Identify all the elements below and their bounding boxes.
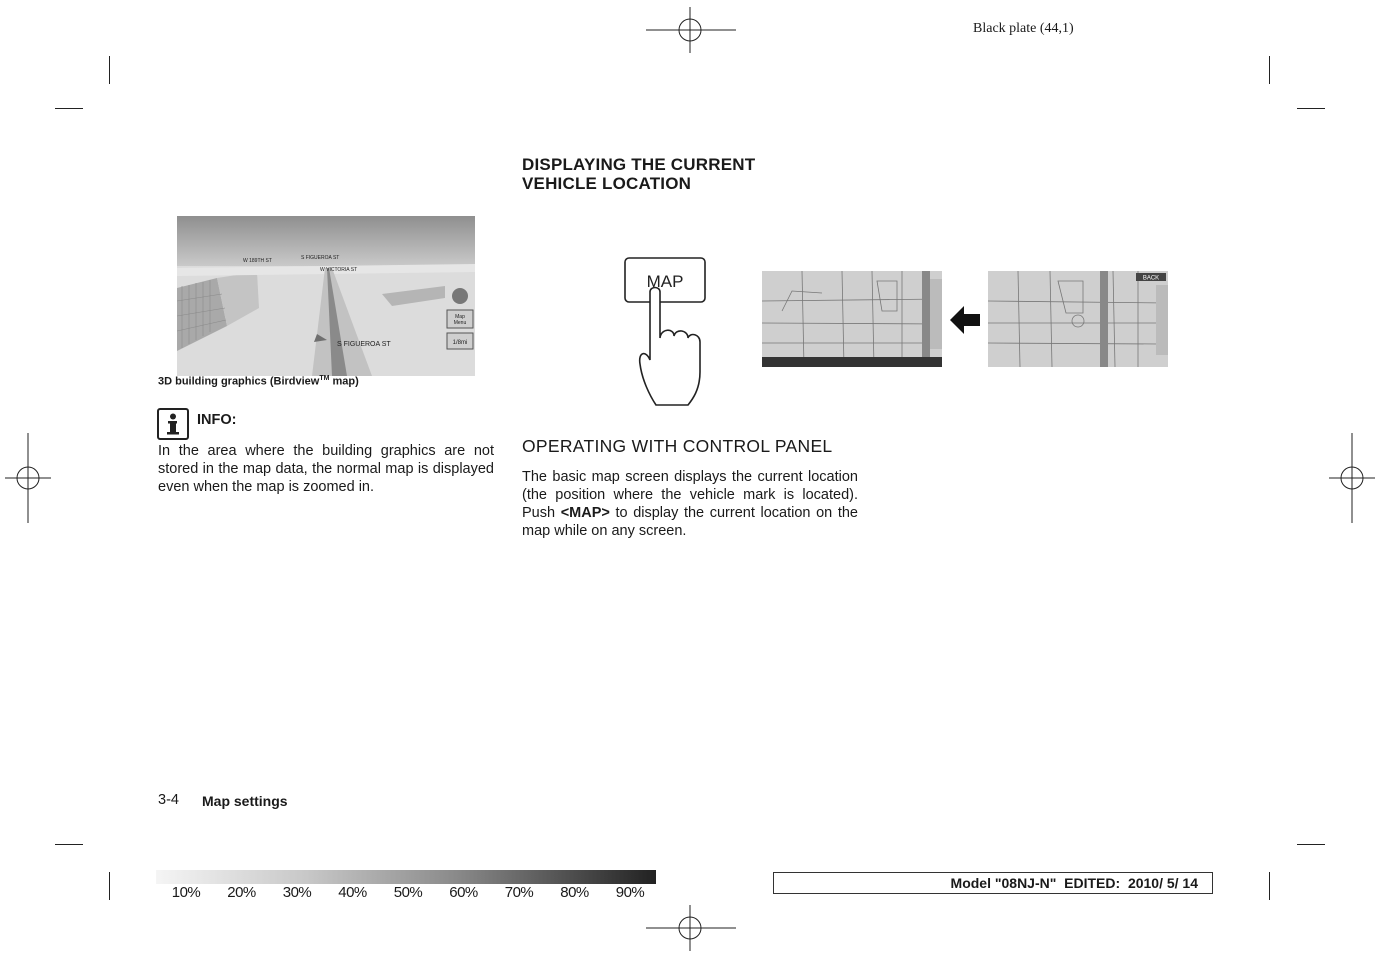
gray-scale-label: 10% bbox=[171, 884, 201, 901]
gray-scale-label: 80% bbox=[560, 884, 589, 901]
gray-scale-label: 60% bbox=[449, 884, 478, 901]
crop-mark bbox=[109, 56, 110, 84]
crop-mark bbox=[1297, 108, 1325, 109]
gray-scale-label: 70% bbox=[504, 884, 534, 901]
map-menu-label: Menu bbox=[453, 320, 467, 326]
crop-mark bbox=[1269, 56, 1270, 84]
section-body: The basic map screen displays the current location (the position where the vehicle mark is located). Push <MAP> to display the current location on the map while on any screen. bbox=[522, 469, 858, 539]
model-info-box bbox=[773, 872, 1213, 894]
registration-mark-bottom bbox=[646, 905, 736, 951]
gray-scale-label: 90% bbox=[615, 884, 645, 901]
section-title-line: DISPLAYING THE CURRENT bbox=[522, 155, 756, 174]
gray-scale-label: 30% bbox=[282, 884, 312, 901]
birdview-map-image bbox=[177, 216, 475, 376]
plate-label: Black plate (44,1) bbox=[973, 21, 1074, 36]
gray-scale-labels bbox=[156, 884, 656, 904]
crop-mark bbox=[1297, 844, 1325, 845]
gray-scale-label: 50% bbox=[393, 884, 423, 901]
street-label: W VICTORIA ST bbox=[320, 267, 358, 273]
street-label: S FIGUEROA ST bbox=[301, 255, 340, 261]
map-button-label: MAP bbox=[646, 272, 684, 291]
model-info-text: Model "08NJ-N" EDITED: 2010/ 5/ 14 bbox=[950, 875, 1198, 891]
left-arrow-icon bbox=[948, 303, 982, 337]
hand-icon bbox=[640, 288, 700, 406]
back-label: BACK bbox=[1142, 275, 1160, 282]
registration-mark-top bbox=[646, 7, 736, 53]
crop-mark bbox=[109, 872, 110, 900]
crop-mark bbox=[55, 844, 83, 845]
street-label: W 189TH ST bbox=[243, 258, 272, 264]
street-label: S FIGUEROA ST bbox=[337, 341, 391, 348]
map-button-illustration bbox=[598, 250, 738, 415]
section-title bbox=[522, 155, 755, 193]
crop-mark bbox=[55, 108, 83, 109]
map-screen-image bbox=[762, 271, 942, 367]
section-title-line: VEHICLE LOCATION bbox=[522, 174, 692, 193]
registration-mark-right bbox=[1329, 433, 1375, 523]
gray-scale-label: 40% bbox=[338, 884, 367, 901]
figure-caption: 3D building graphics (Birdview™ map) bbox=[158, 375, 359, 388]
registration-mark-left bbox=[5, 433, 51, 523]
scale-label: 1/8mi bbox=[452, 340, 468, 346]
map-screen-image bbox=[988, 271, 1168, 367]
info-icon bbox=[157, 408, 189, 440]
map-key: <MAP> bbox=[560, 505, 610, 521]
gray-scale-bar bbox=[156, 870, 656, 884]
info-text: In the area where the building graphics are not stored in the map data, the normal map is displayed even when the map is zoomed in. bbox=[158, 443, 494, 495]
gray-scale-label: 20% bbox=[227, 884, 256, 901]
map-menu-label: Map bbox=[455, 314, 465, 320]
page-number: 3-4 bbox=[158, 792, 179, 808]
footer-section-title: Map settings bbox=[202, 793, 288, 809]
info-heading: INFO: bbox=[197, 412, 237, 428]
subsection-title: OPERATING WITH CONTROL PANEL bbox=[522, 436, 833, 456]
crop-mark bbox=[1269, 872, 1270, 900]
